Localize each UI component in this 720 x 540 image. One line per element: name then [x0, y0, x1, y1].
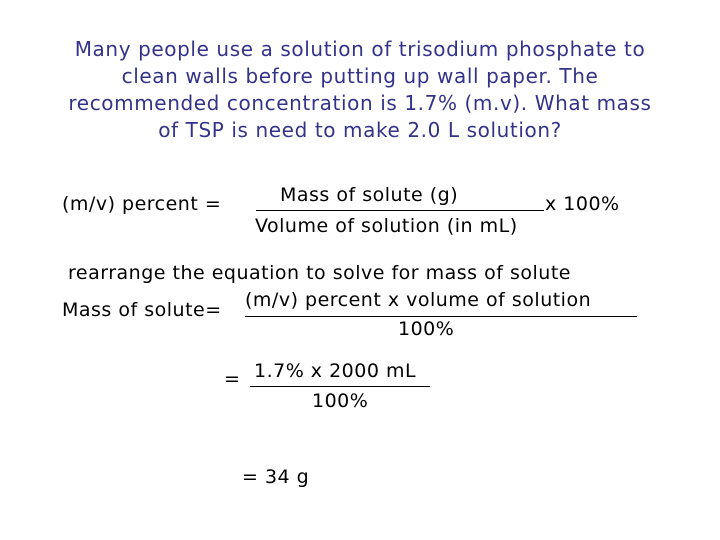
formula-multiplier: x 100%: [545, 193, 620, 215]
substitution-fraction-bar: [250, 386, 430, 387]
question-line: recommended concentration is 1.7% (m.v). What mass: [68, 91, 652, 115]
rearrange-numerator: (m/v) percent x volume of solution: [245, 289, 592, 311]
question-line: clean walls before putting up wall paper. The: [121, 64, 599, 88]
substitution-numerator: 1.7% x 2000 mL: [254, 360, 417, 382]
rearrange-fraction-bar: [245, 316, 637, 317]
substitution-equals: =: [224, 368, 241, 390]
rearrange-instruction: rearrange the equation to solve for mass of solute: [68, 262, 571, 284]
substitution-denominator: 100%: [312, 390, 369, 412]
result-text: = 34 g: [242, 466, 310, 488]
rearrange-lhs: Mass of solute=: [62, 299, 222, 321]
question-text: [40, 36, 680, 144]
question-line: of TSP is need to make 2.0 L solution?: [158, 118, 562, 142]
formula-fraction-bar: [256, 210, 544, 211]
formula-lhs: (m/v) percent =: [62, 193, 222, 215]
rearrange-denominator: 100%: [398, 318, 455, 340]
formula-numerator: Mass of solute (g): [280, 184, 459, 206]
formula-denominator: Volume of solution (in mL): [255, 215, 518, 237]
question-line: Many people use a solution of trisodium phosphate to: [74, 37, 646, 61]
